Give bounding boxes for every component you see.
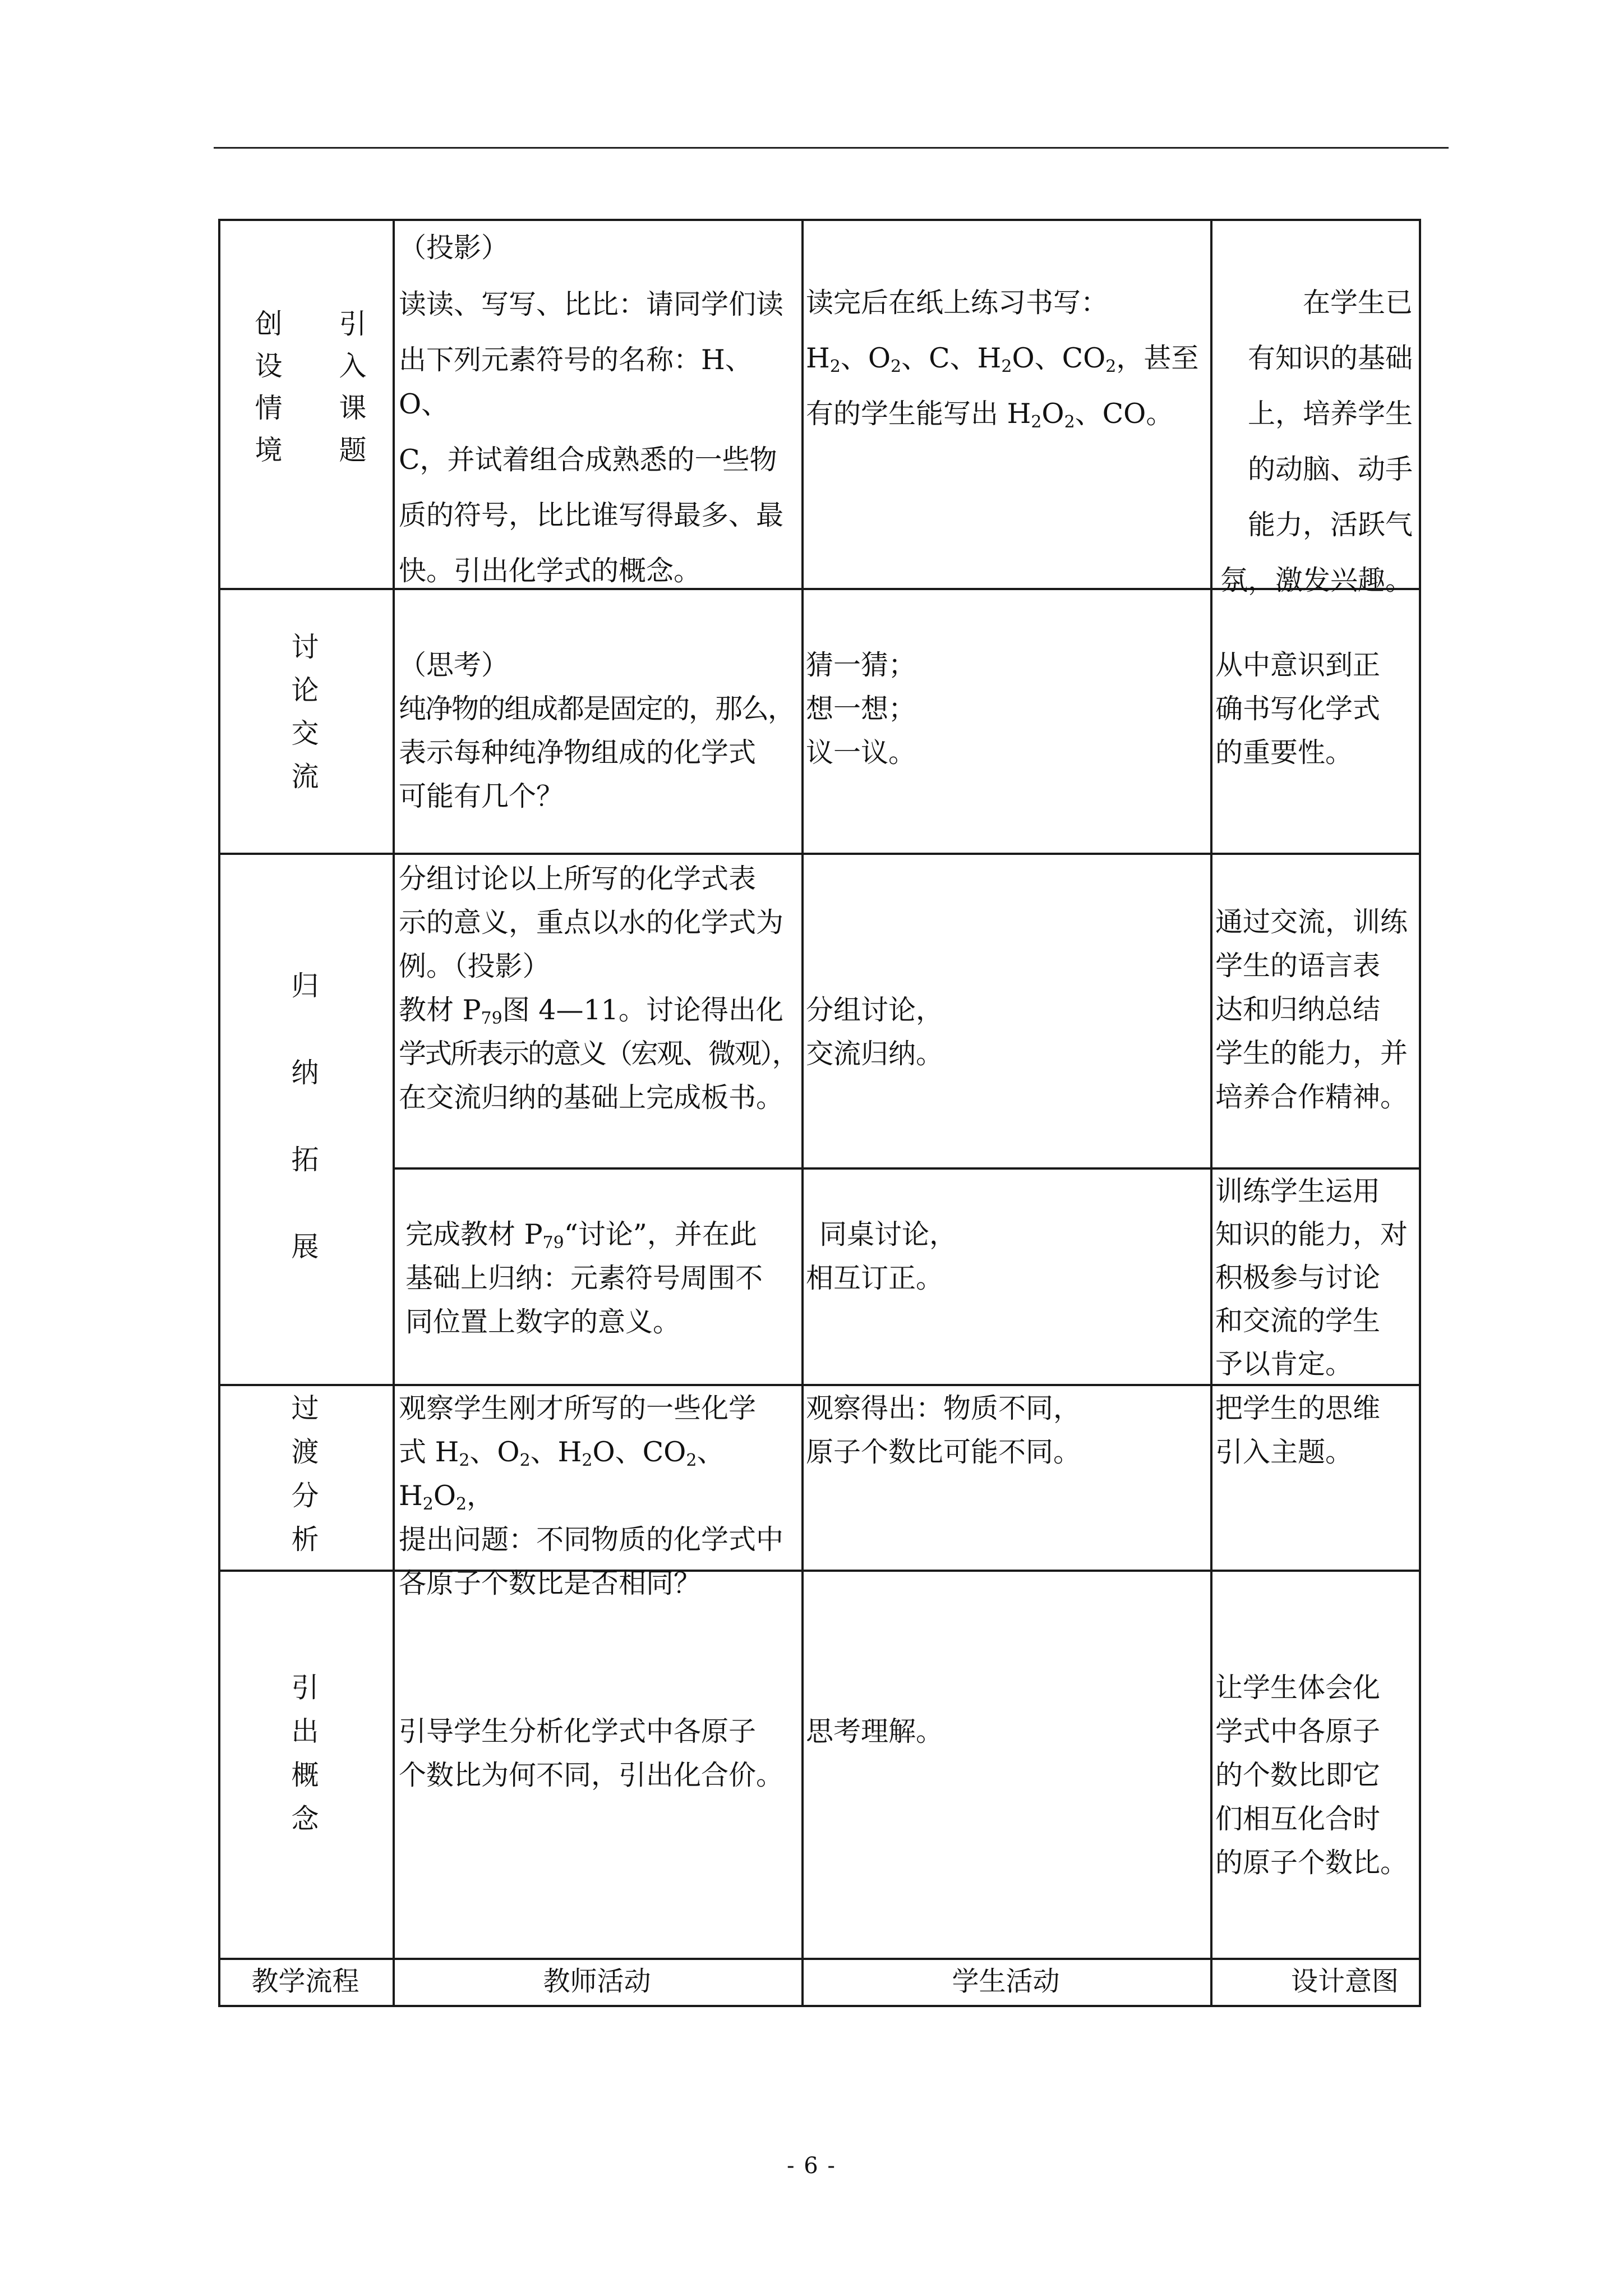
footer-col1: 教学流程: [251, 1966, 359, 1997]
text-line: 各原子个数比是否相同？: [399, 1567, 702, 1599]
formula-text: CO: [1062, 342, 1106, 374]
footer-col4: 设计意图: [1290, 1966, 1399, 1997]
formula-text: 完成教材 P: [405, 1218, 543, 1250]
text-line: 的原子个数比。: [1215, 1847, 1408, 1879]
row1-student-cell: [806, 280, 1207, 436]
formula-text: H: [977, 342, 1002, 374]
text-line: 的重要性。: [1215, 737, 1353, 769]
subscript: 2: [519, 1451, 531, 1470]
row5-student-cell: [806, 1710, 1207, 1754]
subscript: 2: [459, 1451, 470, 1470]
text-line: 引入主题。: [1215, 1436, 1353, 1468]
footer-col3: 学生活动: [952, 1966, 1060, 1997]
formula-line: [806, 392, 1207, 436]
formula-text: O: [1012, 342, 1035, 374]
table-border-right: [1419, 219, 1421, 2007]
subscript: 2: [829, 357, 841, 376]
text-line: 交流归纳。: [806, 1038, 944, 1070]
formula-text: 、H: [399, 1436, 725, 1512]
text-line: 们相互化合时: [1215, 1803, 1381, 1835]
subscript: 2: [1105, 357, 1117, 376]
text-line: 示的意义，重点以水的化学式为: [399, 907, 784, 938]
subscript: 2: [422, 1494, 434, 1514]
stage-char: 渡: [291, 1436, 319, 1468]
formula-text: 、: [1034, 342, 1062, 374]
stage-char: 引: [291, 1672, 319, 1704]
text-line: 议一议。: [806, 737, 916, 769]
row3a-intent-cell: [1215, 900, 1416, 1119]
text-line: 学生的能力，并: [1215, 1037, 1408, 1069]
text-line: 在学生已: [1302, 287, 1413, 319]
row1-stage-cell: [246, 303, 381, 488]
text-line: 同桌讨论，: [819, 1218, 957, 1250]
formula-text: 、O: [469, 1436, 520, 1468]
stage-char: 入: [339, 350, 367, 382]
text-line: 出下列元素符号的名称：H、O、: [399, 344, 753, 420]
text-line: C，并试着组合成熟悉的一些物: [399, 444, 777, 476]
row2-teacher-cell: [399, 643, 798, 818]
stage-char: 情: [255, 392, 283, 424]
formula-line: [806, 336, 1207, 380]
text-line: 的动脑、动手: [1247, 453, 1413, 485]
text-line: 让学生体会化: [1215, 1672, 1381, 1704]
row3b-intent-cell: [1215, 1170, 1416, 1386]
stage-char: 分: [291, 1480, 319, 1512]
stage-char: 流: [291, 761, 319, 793]
text-line: 质的符号，比比谁写得最多、最: [399, 499, 784, 531]
text-line: 积极参与讨论: [1215, 1262, 1381, 1294]
formula-text: 、H: [530, 1436, 582, 1468]
row5-stage-cell: [274, 1666, 336, 1841]
row2-stage-cell: [274, 625, 336, 798]
text-line: 知识的能力，对: [1215, 1218, 1408, 1250]
formula-text: O、CO: [592, 1436, 686, 1468]
formula-text: 、C、: [901, 342, 978, 374]
formula-text: H: [806, 342, 830, 374]
row4-teacher-cell: [399, 1387, 798, 1605]
text-line: 可能有几个？: [399, 780, 564, 812]
text-line: 分组讨论，: [806, 994, 944, 1026]
header-rule: [214, 147, 1449, 149]
text-line: 和交流的学生: [1215, 1305, 1381, 1337]
text-line: 观察得出：物质不同，: [806, 1392, 1081, 1424]
formula-text: O: [433, 1480, 456, 1512]
text-line: 猜一猜；: [806, 649, 916, 681]
text-line: 氛，激发兴趣。: [1220, 564, 1413, 596]
formula-text: 图 4—11。讨论得出化: [502, 994, 783, 1026]
row3b-teacher-cell: [405, 1213, 798, 1344]
subscript: 2: [686, 1451, 697, 1470]
text-line: 例。（投影）: [399, 950, 550, 982]
text-line: 提出问题：不同物质的化学式中: [399, 1524, 784, 1556]
subscript: 2: [1001, 357, 1012, 376]
row1-intent-cell: [1215, 280, 1416, 602]
stage-char: 析: [291, 1524, 319, 1556]
stage-char: 过: [291, 1392, 319, 1424]
lesson-table: [218, 219, 1421, 2007]
stage-char: 概: [291, 1759, 319, 1791]
row4-student-cell: [806, 1387, 1207, 1474]
row2-intent-cell: [1215, 643, 1416, 775]
stage-char: 创: [255, 308, 283, 340]
text-line: 分组讨论以上所写的化学式表: [399, 863, 757, 895]
subscript: 79: [481, 1009, 502, 1028]
text-line: 把学生的思维: [1215, 1392, 1381, 1424]
table-border-bottom: [218, 2005, 1421, 2007]
formula-text: “讨论”，并在此: [564, 1218, 757, 1250]
stage-char: 引: [339, 308, 367, 340]
text-line: （思考）: [399, 649, 509, 681]
text-line: 观察学生刚才所写的一些化学: [399, 1392, 757, 1424]
text-line: 引导学生分析化学式中各原子: [399, 1715, 757, 1747]
table-divider-col3: [1210, 219, 1212, 2007]
text-line: 读读、写写、比比：请同学们读: [399, 288, 784, 320]
text-line: 的个数比即它: [1215, 1759, 1381, 1791]
row5-intent-cell: [1215, 1666, 1416, 1885]
row3b-student-cell: [806, 1213, 1207, 1300]
subscript: 2: [582, 1451, 593, 1470]
text-line: 读完后在纸上练习书写：: [806, 287, 1109, 319]
subscript: 2: [1031, 412, 1042, 432]
subscript: 2: [1064, 412, 1075, 432]
text-line: 培养合作精神。: [1215, 1081, 1408, 1113]
row5-teacher-cell: [399, 1710, 798, 1797]
table-border-top: [218, 219, 1421, 221]
stage-char: 拓: [291, 1144, 319, 1176]
stage-char: 归: [291, 970, 319, 1002]
stage-char: 课: [339, 392, 367, 424]
text-line: 表示每种纯净物组成的化学式: [399, 737, 757, 769]
formula-text: O: [868, 342, 891, 374]
formula-line: [399, 1430, 798, 1518]
text-line: 能力，活跃气: [1247, 509, 1413, 541]
stage-char: 展: [291, 1231, 319, 1263]
text-line: 相互订正。: [806, 1262, 944, 1294]
stage-char: 境: [255, 434, 283, 466]
row3a-student-cell: [806, 988, 1207, 1076]
text-line: 个数比为何不同，引出化合价。: [399, 1759, 784, 1791]
text-line: 基础上归纳：元素符号周围不: [405, 1262, 763, 1294]
page-number: - 6 -: [787, 2153, 836, 2179]
formula-line: [399, 988, 798, 1032]
row3-stage-cell: [274, 942, 336, 1290]
text-line: 予以肯定。: [1215, 1348, 1353, 1380]
formula-text: 、CO。: [1075, 398, 1174, 430]
stage-char: 题: [339, 434, 367, 466]
stage-char: 讨: [291, 631, 319, 663]
text-line: 训练学生运用: [1215, 1175, 1381, 1207]
text-line: 学生的语言表: [1215, 950, 1381, 982]
text-line: 快。引出化学式的概念。: [399, 555, 702, 587]
text-line: 从中意识到正: [1215, 649, 1381, 681]
text-line: 有知识的基础: [1247, 342, 1413, 374]
stage-char: 论: [291, 674, 319, 706]
text-line: 思考理解。: [806, 1715, 944, 1747]
row4-intent-cell: [1215, 1387, 1416, 1474]
row-divider-2: [218, 853, 1421, 855]
formula-line: [405, 1213, 798, 1257]
formula-text: 有的学生能写出 H: [806, 398, 1031, 430]
table-divider-col1: [393, 219, 395, 2007]
stage-char: 出: [291, 1715, 319, 1747]
table-divider-col2: [801, 219, 804, 2007]
text-line: 原子个数比可能不同。: [806, 1436, 1081, 1468]
footer-col2: 教师活动: [543, 1966, 651, 1997]
row1-stage-a: [246, 303, 291, 471]
text-line: 确书写化学式: [1215, 693, 1381, 725]
subscript: 2: [891, 357, 902, 376]
stage-char: 纳: [291, 1057, 319, 1089]
text-line: 学式所表示的意义（宏观、微观），: [399, 1038, 798, 1070]
text-line: 同位置上数字的意义。: [405, 1306, 681, 1338]
formula-text: 式 H: [399, 1436, 459, 1468]
subscript: 79: [542, 1233, 564, 1253]
text-line: 在交流归纳的基础上完成板书。: [399, 1082, 784, 1114]
row1-stage-b: [330, 303, 375, 471]
text-line: 通过交流，训练: [1215, 906, 1408, 938]
text-line: 学式中各原子: [1215, 1715, 1381, 1747]
stage-char: 念: [291, 1803, 319, 1835]
subscript: 2: [456, 1494, 467, 1514]
text-line: 想一想；: [806, 693, 916, 725]
row-divider-5: [218, 1958, 1421, 1960]
row4-stage-cell: [274, 1387, 336, 1562]
text-line: 上，培养学生: [1247, 398, 1413, 430]
row2-student-cell: [806, 643, 1207, 775]
row1-teacher-cell: [399, 226, 798, 593]
row3a-teacher-cell: [399, 857, 798, 1120]
text-line: 达和归纳总结: [1215, 993, 1381, 1025]
formula-text: O: [1041, 398, 1064, 430]
formula-text: ，甚至: [1116, 342, 1199, 374]
table-border-left: [218, 219, 220, 2007]
formula-text: 、: [840, 342, 868, 374]
stage-char: 交: [291, 717, 319, 749]
text-line: （投影）: [399, 232, 509, 264]
text-line: 纯净物的组成都是固定的，那么，: [399, 693, 795, 725]
formula-text: ，: [467, 1480, 495, 1512]
stage-char: 设: [255, 350, 283, 382]
formula-text: 教材 P: [399, 994, 481, 1026]
